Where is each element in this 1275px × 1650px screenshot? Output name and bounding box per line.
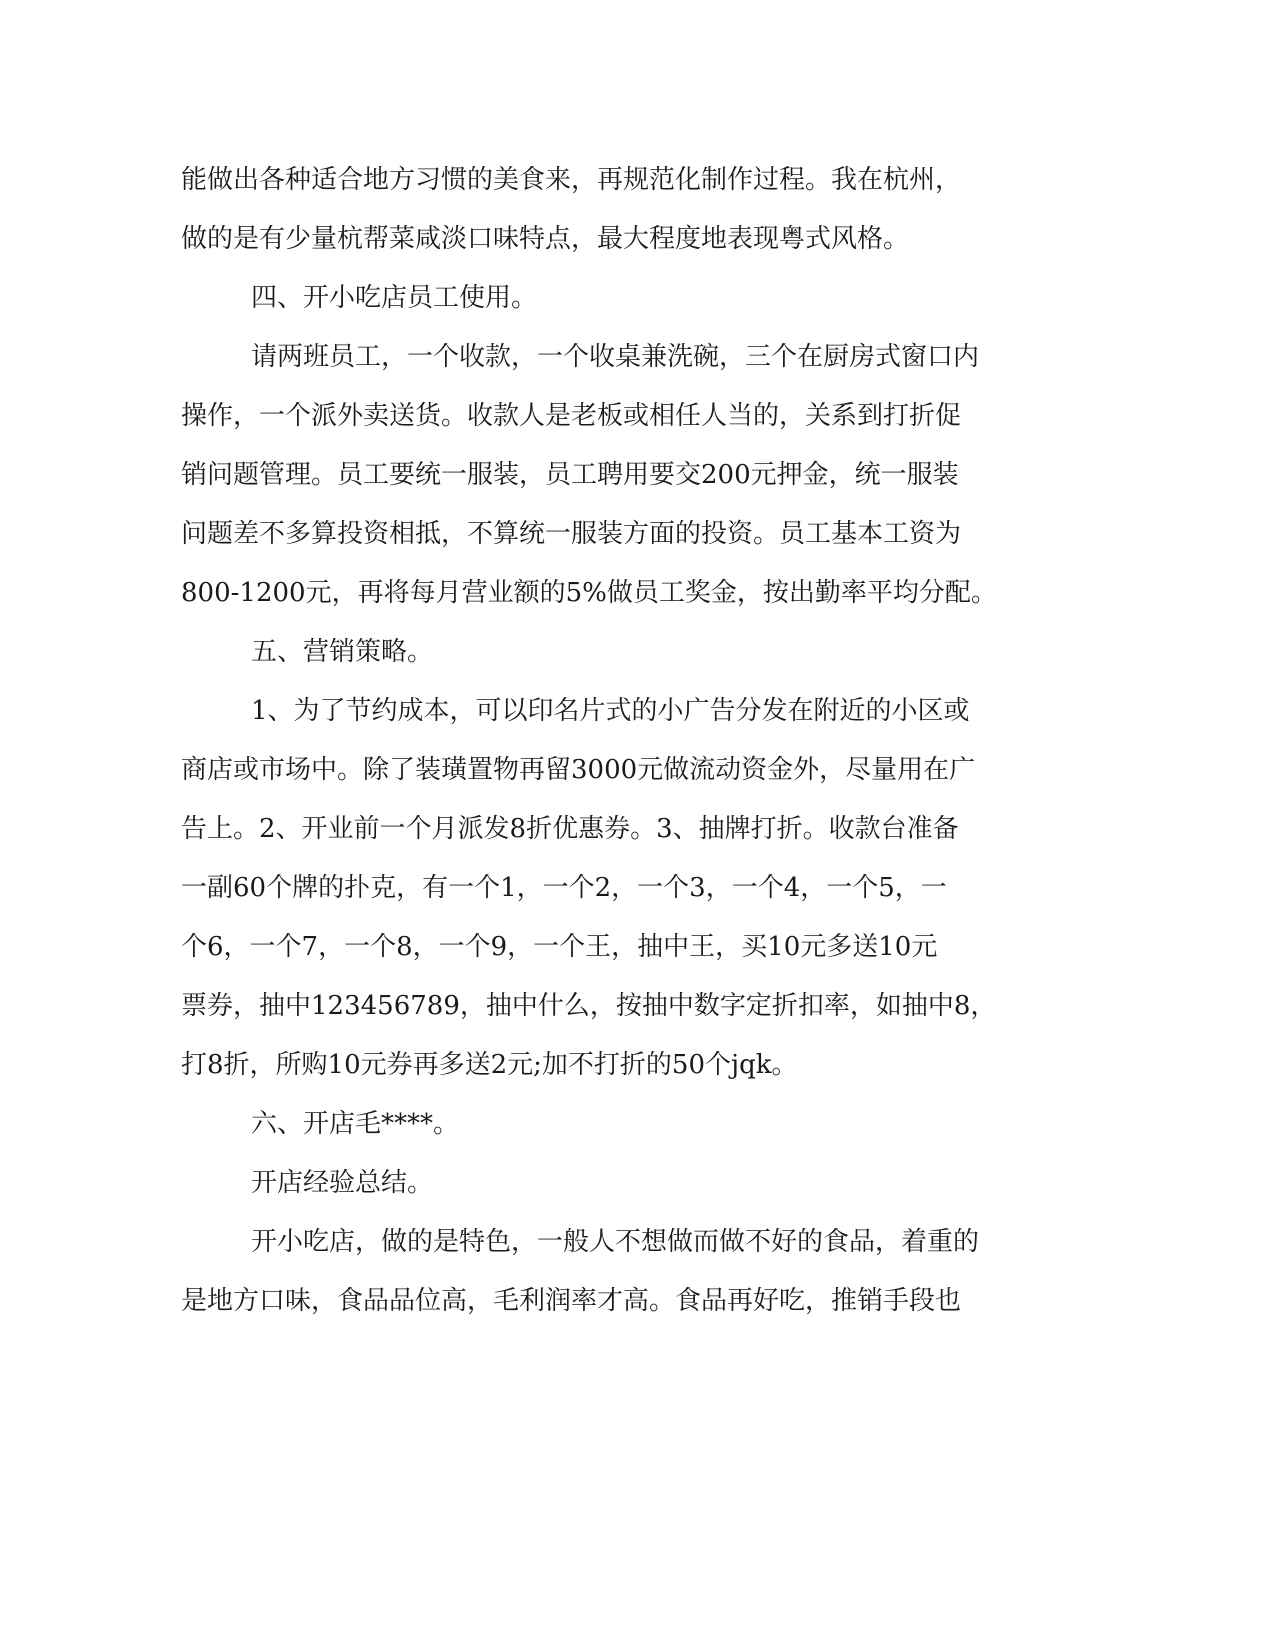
- text-line: 销问题管理。员工要统一服装，员工聘用要交200元押金，统一服装: [181, 460, 959, 490]
- text-line: 票券，抽中123456789，抽中什么，按抽中数字定折扣率，如抽中8，: [181, 991, 997, 1021]
- text-line: 1、为了节约成本，可以印名片式的小广告分发在附近的小区或: [251, 696, 970, 726]
- text-line: 打8折，所购10元券再多送2元;加不打折的50个jqk。: [181, 1050, 798, 1080]
- section-heading: 四、开小吃店员工使用。: [251, 283, 538, 313]
- text-line: 个6，一个7，一个8，一个9，一个王，抽中王，买10元多送10元: [181, 932, 938, 962]
- text-line: 开店经验总结。: [251, 1168, 434, 1198]
- text-line: 做的是有少量杭帮菜咸淡口味特点，最大程度地表现粤式风格。: [181, 224, 910, 254]
- text-line: 问题差不多算投资相抵，不算统一服装方面的投资。员工基本工资为: [181, 519, 962, 549]
- text-line: 一副60个牌的扑克，有一个1，一个2，一个3，一个4，一个5，一: [181, 873, 947, 903]
- text-line: 开小吃店，做的是特色，一般人不想做而做不好的食品，着重的: [251, 1227, 980, 1257]
- text-line: 800-1200元，再将每月营业额的5%做员工奖金，按出勤率平均分配。: [181, 578, 997, 608]
- text-line: 商店或市场中。除了装璜置物再留3000元做流动资金外，尽量用在广: [181, 755, 976, 785]
- text-line: 操作，一个派外卖送货。收款人是老板或相任人当的，关系到打折促: [181, 401, 962, 431]
- text-line: 告上。2、开业前一个月派发8折优惠券。3、抽牌打折。收款台准备: [181, 814, 959, 844]
- section-heading: 五、营销策略。: [251, 637, 434, 667]
- section-heading: 六、开店毛****。: [251, 1109, 460, 1139]
- text-line: 能做出各种适合地方习惯的美食来，再规范化制作过程。我在杭州，: [181, 165, 962, 195]
- text-line: 请两班员工，一个收款，一个收桌兼洗碗，三个在厨房式窗口内: [251, 342, 980, 372]
- text-line: 是地方口味，食品品位高，毛利润率才高。食品再好吃，推销手段也: [181, 1286, 962, 1316]
